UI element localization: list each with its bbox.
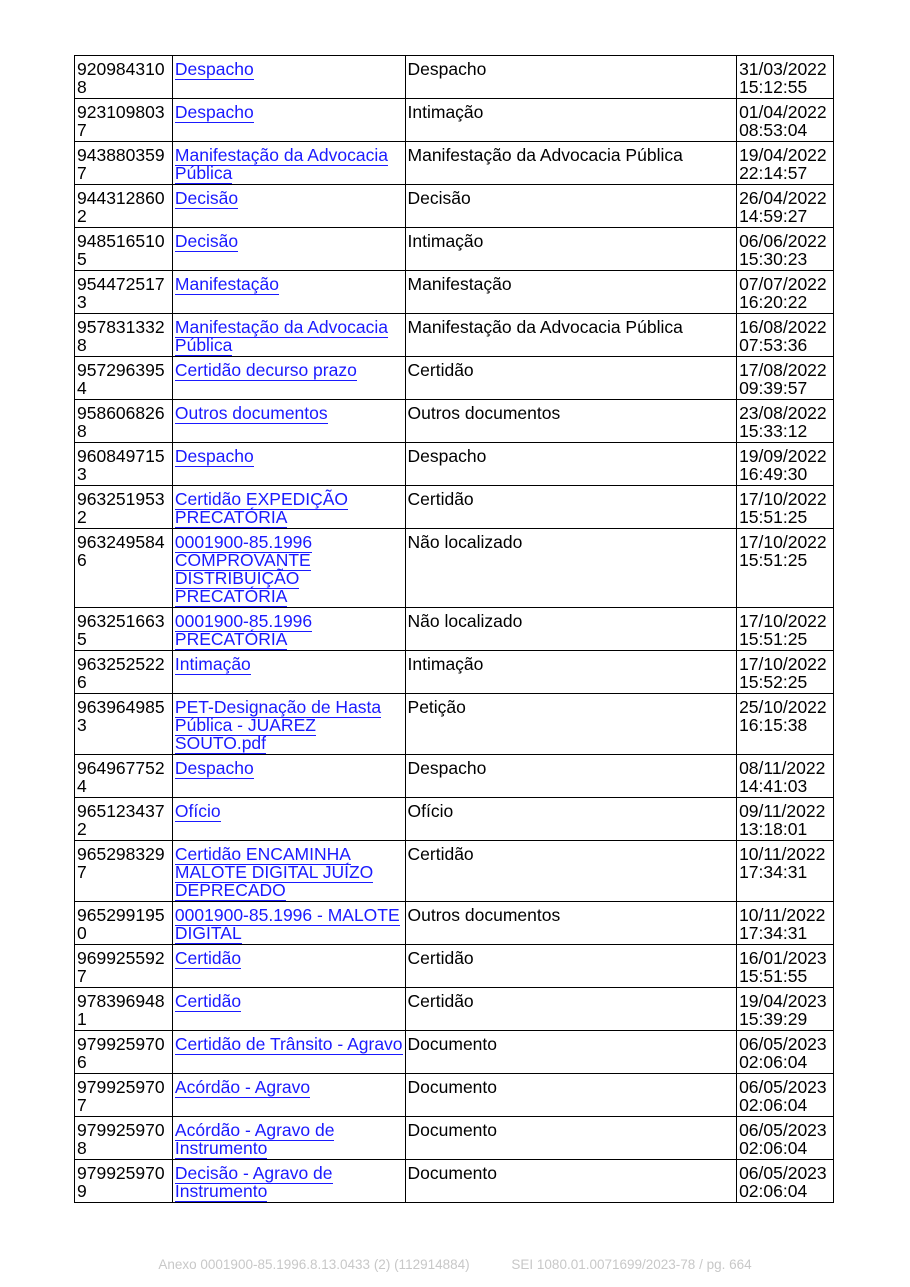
document-id-cell: 9572963954 [75, 357, 173, 400]
table-row [75, 185, 834, 228]
table-row [75, 443, 834, 486]
document-time: 15:30:23 [739, 249, 808, 269]
document-id-cell: 9799259708 [75, 1117, 173, 1160]
document-link-cell [172, 56, 405, 99]
document-link-cell [172, 1074, 405, 1117]
document-date: 01/04/2022 [739, 102, 827, 122]
document-id-cell: 9652991950 [75, 902, 173, 945]
document-time: 15:39:29 [739, 1009, 808, 1029]
document-date: 25/10/2022 [739, 697, 827, 717]
document-datetime-cell [737, 314, 834, 357]
table-row [75, 56, 834, 99]
document-time: 15:33:12 [739, 421, 808, 441]
document-type-cell: Certidão [405, 945, 737, 988]
table-row [75, 1031, 834, 1074]
document-id-cell: 9231098037 [75, 99, 173, 142]
footer-sei-reference: SEI 1080.01.0071699/2023-78 / pg. 664 [511, 1257, 752, 1272]
document-link[interactable]: Despacho [174, 102, 254, 122]
document-date: 06/06/2022 [739, 231, 827, 251]
document-datetime-cell [737, 185, 834, 228]
documents-table-body [75, 56, 834, 1203]
document-link[interactable]: Manifestação da Advocacia Pública [174, 145, 388, 183]
table-row [75, 228, 834, 271]
document-link-cell [172, 988, 405, 1031]
document-id-cell: 9632519532 [75, 486, 173, 529]
table-row [75, 271, 834, 314]
document-type-cell: Ofício [405, 798, 737, 841]
document-id-cell: 9632495846 [75, 529, 173, 608]
document-id-cell: 9799259707 [75, 1074, 173, 1117]
page-footer [0, 1257, 910, 1272]
document-type-cell: Documento [405, 1160, 737, 1203]
table-row [75, 694, 834, 755]
document-link-cell [172, 608, 405, 651]
document-date: 16/08/2022 [739, 317, 827, 337]
document-date: 07/07/2022 [739, 274, 827, 294]
document-link[interactable]: Despacho [174, 59, 254, 79]
document-time: 15:51:25 [739, 550, 808, 570]
table-row [75, 1074, 834, 1117]
document-id-cell: 9443128602 [75, 185, 173, 228]
document-time: 22:14:57 [739, 163, 808, 183]
document-link-cell [172, 1160, 405, 1203]
document-datetime-cell [737, 945, 834, 988]
document-date: 06/05/2023 [739, 1163, 827, 1183]
document-date: 19/04/2023 [739, 991, 827, 1011]
document-date: 08/11/2022 [739, 758, 826, 778]
document-time: 14:41:03 [739, 776, 808, 796]
document-time: 14:59:27 [739, 206, 808, 226]
document-type-cell: Certidão [405, 357, 737, 400]
document-type-cell: Intimação [405, 228, 737, 271]
document-datetime-cell [737, 271, 834, 314]
document-type-cell: Outros documentos [405, 902, 737, 945]
document-datetime-cell [737, 486, 834, 529]
document-time: 17:34:31 [739, 862, 808, 882]
document-type-cell: Intimação [405, 99, 737, 142]
document-type-cell: Despacho [405, 755, 737, 798]
document-datetime-cell [737, 1031, 834, 1074]
document-id-cell: 9485165105 [75, 228, 173, 271]
document-link[interactable]: 0001900-85.1996 - MALOTE DIGITAL [174, 905, 400, 943]
document-link-cell [172, 357, 405, 400]
document-time: 15:52:25 [739, 672, 808, 692]
document-link-cell [172, 755, 405, 798]
document-time: 07:53:36 [739, 335, 808, 355]
document-id-cell: 9639649853 [75, 694, 173, 755]
document-datetime-cell [737, 1160, 834, 1203]
document-link-cell [172, 694, 405, 755]
document-link[interactable]: Manifestação da Advocacia Pública [174, 317, 388, 355]
table-row [75, 988, 834, 1031]
documents-table [74, 55, 834, 1203]
document-date: 19/09/2022 [739, 446, 827, 466]
table-row [75, 608, 834, 651]
document-type-cell: Despacho [405, 56, 737, 99]
document-time: 09:39:57 [739, 378, 808, 398]
document-datetime-cell [737, 694, 834, 755]
table-row [75, 1160, 834, 1203]
document-id-cell: 9608497153 [75, 443, 173, 486]
document-link[interactable]: PET-Designação de Hasta Pública - JUAREZ SOUTO.pdf [174, 697, 382, 753]
document-link-cell [172, 99, 405, 142]
table-row [75, 529, 834, 608]
document-date: 06/05/2023 [739, 1120, 827, 1140]
document-type-cell: Petição [405, 694, 737, 755]
table-row [75, 314, 834, 357]
document-datetime-cell [737, 841, 834, 902]
document-link-cell [172, 142, 405, 185]
table-row [75, 357, 834, 400]
document-link[interactable]: Decisão [174, 188, 239, 208]
document-type-cell: Documento [405, 1074, 737, 1117]
document-date: 19/04/2022 [739, 145, 827, 165]
document-id-cell: 9649677524 [75, 755, 173, 798]
document-datetime-cell [737, 755, 834, 798]
document-time: 15:51:55 [739, 966, 808, 986]
document-link[interactable]: Certidão [174, 991, 242, 1011]
table-row [75, 798, 834, 841]
document-link[interactable]: Certidão EXPEDIÇÃO PRECATÓRIA [174, 489, 349, 527]
document-link[interactable]: Acórdão - Agravo [174, 1077, 311, 1097]
document-link[interactable]: 0001900-85.1996 COMPROVANTE DISTRIBUIÇÃO PRECATÓRIA [174, 532, 313, 606]
document-datetime-cell [737, 142, 834, 185]
document-type-cell: Não localizado [405, 529, 737, 608]
document-time: 15:12:55 [739, 77, 808, 97]
document-link-cell [172, 798, 405, 841]
document-link[interactable]: 0001900-85.1996 PRECATÓRIA [174, 611, 313, 649]
document-date: 31/03/2022 [739, 59, 827, 79]
document-link-cell [172, 443, 405, 486]
document-date: 17/10/2022 [739, 532, 827, 552]
document-link[interactable]: Intimação [174, 654, 251, 674]
document-datetime-cell [737, 651, 834, 694]
document-link[interactable]: Despacho [174, 446, 254, 466]
document-link-cell [172, 228, 405, 271]
document-time: 17:34:31 [739, 923, 808, 943]
document-link[interactable]: Acórdão - Agravo de Instrumento [174, 1120, 335, 1158]
document-link-cell [172, 185, 405, 228]
document-link[interactable]: Decisão - Agravo de Instrumento [174, 1163, 333, 1201]
document-type-cell: Outros documentos [405, 400, 737, 443]
table-row [75, 945, 834, 988]
document-link[interactable]: Certidão de Trânsito - Agravo [174, 1034, 403, 1054]
document-type-cell: Documento [405, 1117, 737, 1160]
table-row [75, 902, 834, 945]
document-date: 10/11/2022 [739, 905, 826, 925]
table-row [75, 755, 834, 798]
document-time: 02:06:04 [739, 1052, 808, 1072]
document-type-cell: Certidão [405, 486, 737, 529]
document-id-cell: 9699255927 [75, 945, 173, 988]
document-type-cell: Manifestação [405, 271, 737, 314]
table-row [75, 1117, 834, 1160]
document-id-cell: 9578313328 [75, 314, 173, 357]
table-row [75, 99, 834, 142]
document-time: 08:53:04 [739, 120, 808, 140]
document-id-cell: 9652983297 [75, 841, 173, 902]
table-row [75, 142, 834, 185]
document-id-cell: 9632516635 [75, 608, 173, 651]
document-datetime-cell [737, 1074, 834, 1117]
document-link-cell [172, 529, 405, 608]
document-id-cell: 9586068268 [75, 400, 173, 443]
document-id-cell: 9544725173 [75, 271, 173, 314]
document-time: 16:15:38 [739, 715, 808, 735]
document-type-cell: Certidão [405, 988, 737, 1031]
document-link-cell [172, 945, 405, 988]
document-time: 16:20:22 [739, 292, 808, 312]
document-type-cell: Certidão [405, 841, 737, 902]
document-datetime-cell [737, 228, 834, 271]
document-link[interactable]: Ofício [174, 801, 221, 821]
document-date: 17/10/2022 [739, 489, 827, 509]
document-type-cell: Intimação [405, 651, 737, 694]
document-date: 23/08/2022 [739, 403, 827, 423]
table-row [75, 651, 834, 694]
document-link-cell [172, 486, 405, 529]
document-link[interactable]: Certidão decurso prazo [174, 360, 357, 380]
document-link-cell [172, 314, 405, 357]
document-datetime-cell [737, 608, 834, 651]
document-type-cell: Manifestação da Advocacia Pública [405, 314, 737, 357]
document-id-cell: 9632525226 [75, 651, 173, 694]
document-link[interactable]: Outros documentos [174, 403, 328, 423]
document-datetime-cell [737, 99, 834, 142]
document-id-cell: 9209843108 [75, 56, 173, 99]
table-row [75, 486, 834, 529]
document-date: 10/11/2022 [739, 844, 826, 864]
document-time: 15:51:25 [739, 507, 808, 527]
document-type-cell: Decisão [405, 185, 737, 228]
document-link-cell [172, 400, 405, 443]
document-date: 06/05/2023 [739, 1034, 827, 1054]
document-link[interactable]: Manifestação [174, 274, 280, 294]
document-time: 15:51:25 [739, 629, 808, 649]
document-datetime-cell [737, 988, 834, 1031]
document-datetime-cell [737, 1117, 834, 1160]
document-type-cell: Manifestação da Advocacia Pública [405, 142, 737, 185]
document-time: 02:06:04 [739, 1181, 808, 1201]
document-id-cell: 9799259709 [75, 1160, 173, 1203]
document-datetime-cell [737, 902, 834, 945]
document-id-cell: 9799259706 [75, 1031, 173, 1074]
document-datetime-cell [737, 529, 834, 608]
document-type-cell: Despacho [405, 443, 737, 486]
document-date: 17/10/2022 [739, 654, 827, 674]
document-id-cell: 9783969481 [75, 988, 173, 1031]
document-datetime-cell [737, 400, 834, 443]
document-date: 17/08/2022 [739, 360, 827, 380]
document-link[interactable]: Despacho [174, 758, 254, 778]
document-time: 16:49:30 [739, 464, 808, 484]
footer-annex-reference: Anexo 0001900-85.1996.8.13.0433 (2) (112914884) [158, 1257, 470, 1272]
document-id-cell: 9438803597 [75, 142, 173, 185]
document-time: 13:18:01 [739, 819, 808, 839]
document-link[interactable]: Decisão [174, 231, 239, 251]
document-type-cell: Documento [405, 1031, 737, 1074]
document-date: 16/01/2023 [739, 948, 827, 968]
document-link-cell [172, 902, 405, 945]
document-time: 02:06:04 [739, 1095, 808, 1115]
document-datetime-cell [737, 56, 834, 99]
document-link-cell [172, 1117, 405, 1160]
document-link[interactable]: Certidão ENCAMINHA MALOTE DIGITAL JUÍZO DEPRECADO [174, 844, 374, 900]
document-datetime-cell [737, 357, 834, 400]
document-link-cell [172, 651, 405, 694]
document-date: 06/05/2023 [739, 1077, 827, 1097]
document-link-cell [172, 1031, 405, 1074]
document-datetime-cell [737, 443, 834, 486]
table-row [75, 841, 834, 902]
document-date: 26/04/2022 [739, 188, 827, 208]
document-date: 17/10/2022 [739, 611, 827, 631]
document-time: 02:06:04 [739, 1138, 808, 1158]
document-type-cell: Não localizado [405, 608, 737, 651]
document-id-cell: 9651234372 [75, 798, 173, 841]
document-link[interactable]: Certidão [174, 948, 242, 968]
table-row [75, 400, 834, 443]
document-date: 09/11/2022 [739, 801, 826, 821]
document-link-cell [172, 271, 405, 314]
document-link-cell [172, 841, 405, 902]
document-datetime-cell [737, 798, 834, 841]
